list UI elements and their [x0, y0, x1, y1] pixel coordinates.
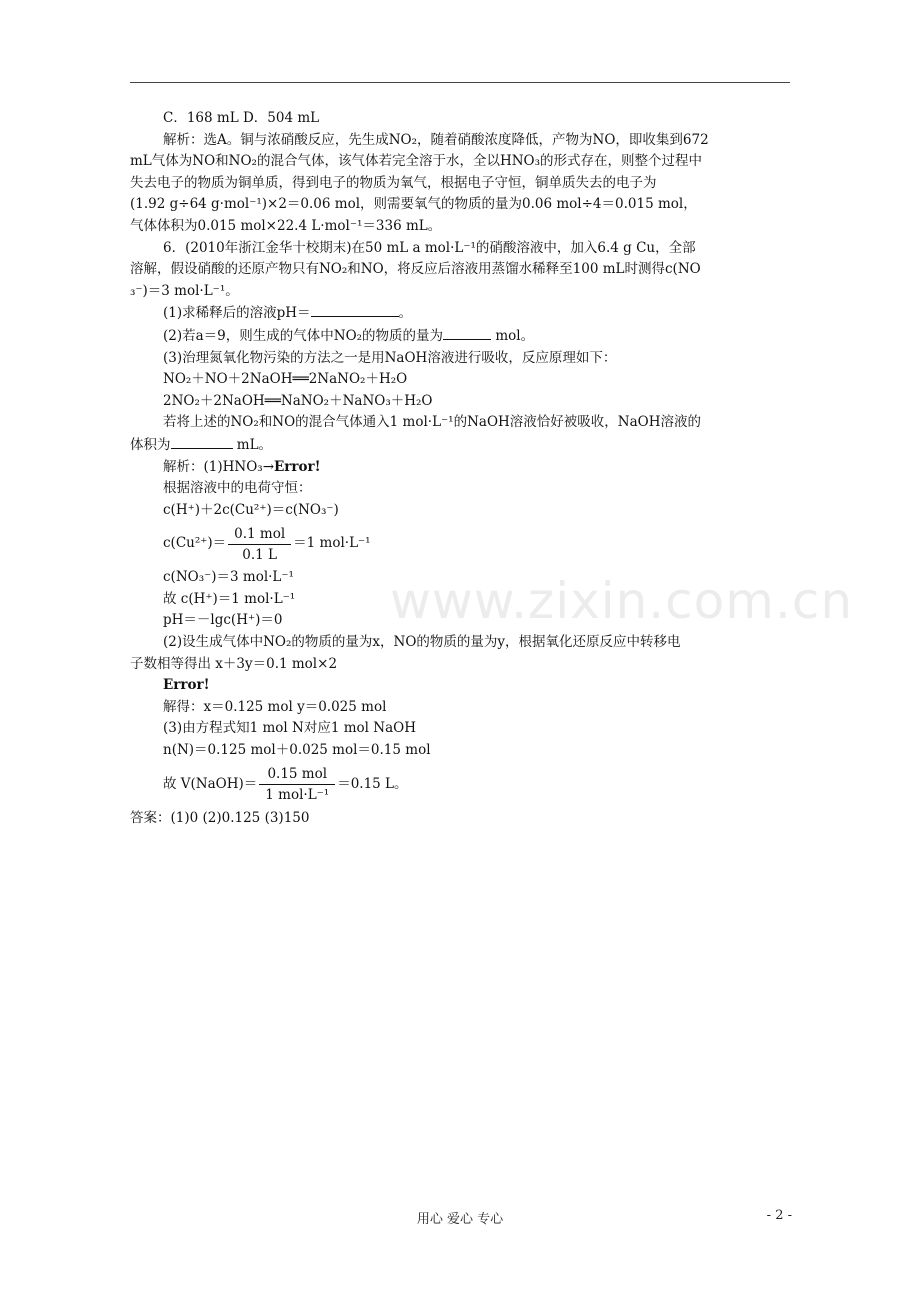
fraction-equation-2 — [130, 762, 795, 808]
fraction — [259, 764, 335, 805]
answer-blank — [171, 434, 233, 449]
solution-line: pH＝－lgc(H⁺)＝0 — [163, 612, 283, 629]
option-line: C．168 mL D．504 mL — [163, 110, 320, 126]
solution-line: 根据溶液中的电荷守恒： — [163, 480, 312, 497]
fraction-numerator: 0.1 mol — [234, 525, 286, 542]
answer-line: 答案：(1)0 (2)0.125 (3)150 — [130, 809, 310, 826]
error-text: Error! — [163, 677, 210, 694]
answer-blank — [443, 325, 491, 340]
solution-line: (3)由方程式知1 mol N对应1 mol NaOH — [163, 720, 416, 737]
solution-text: 解析：(1)HNO₃→ — [163, 458, 274, 475]
solution-line: c(H⁺)＋2c(Cu²⁺)＝c(NO₃⁻) — [163, 501, 339, 518]
equation-2: 2NO₂＋2NaOH══NaNO₂＋NaNO₃＋H₂O — [163, 392, 433, 409]
question-line: 若将上述的NO₂和NO的混合气体通入1 mol·L⁻¹的NaOH溶液恰好被吸收，NaOH溶液的 — [163, 414, 701, 431]
footer-slogan: 用心 爱心 专心 — [416, 1212, 504, 1227]
fraction — [228, 524, 291, 565]
subquestion-2-tail: mol。 — [491, 327, 535, 344]
subquestion-1-tail: 。 — [398, 305, 413, 322]
fraction-denominator: 1 mol·L⁻¹ — [265, 787, 330, 804]
subquestion-1-text: (1)求稀释后的溶液pH＝ — [163, 305, 311, 322]
header-rule — [130, 82, 790, 83]
volume-tail: mL。 — [232, 436, 273, 453]
watermark: www.zixin.com.cn — [390, 572, 854, 630]
answer-blank — [311, 302, 399, 317]
solution-line: c(NO₃⁻)＝3 mol·L⁻¹ — [163, 569, 294, 586]
fraction-right: ＝0.15 L。 — [337, 775, 408, 792]
solution-line: 解得：x＝0.125 mol y＝0.025 mol — [163, 698, 387, 715]
subquestion-2-text: (2)若a＝9，则生成的气体中NO₂的物质的量为 — [163, 327, 444, 344]
analysis-line: (1.92 g÷64 g·mol⁻¹)×2＝0.06 mol，则需要氧气的物质的量为0.06 mol÷4＝0.015 mol， — [130, 196, 697, 213]
solution-line — [130, 457, 795, 479]
subquestion-3-volume — [130, 434, 795, 457]
subquestion-3: (3)治理氮氧化物污染的方法之一是用NaOH溶液进行吸收，反应原理如下： — [163, 349, 617, 366]
solution-line: (2)设生成气体中NO₂的物质的量为x，NO的物质的量为y，根据氧化还原反应中转移电 — [163, 634, 681, 651]
solution-line: 故 c(H⁺)＝1 mol·L⁻¹ — [163, 590, 296, 607]
equation-1: NO₂＋NO＋2NaOH══2NaNO₂＋H₂O — [163, 371, 408, 388]
fraction-denominator: 0.1 L — [242, 546, 278, 563]
fraction-left: 故 V(NaOH)＝ — [163, 775, 258, 792]
document-body — [130, 108, 795, 829]
subquestion-2 — [130, 325, 795, 348]
error-text: Error! — [274, 458, 321, 475]
fraction-right: ＝1 mol·L⁻¹ — [293, 535, 371, 552]
fraction-equation-1 — [130, 521, 795, 567]
question-line: ₃⁻)＝3 mol·L⁻¹。 — [130, 282, 239, 299]
analysis-line: 失去电子的物质为铜单质，得到电子的物质为氧气，根据电子守恒，铜单质失去的电子为 — [130, 174, 657, 191]
question-line: 6．(2010年浙江金华十校期末)在50 mL a mol·L⁻¹的硝酸溶液中，加入6.4 g Cu，全部 — [163, 239, 696, 256]
subquestion-1 — [130, 302, 795, 325]
question-line: 溶解，假设硝酸的还原产物只有NO₂和NO，将反应后溶液用蒸馏水稀释至100 mL时测得c(NO — [130, 261, 701, 278]
solution-line: 子数相等得出 x＋3y＝0.1 mol×2 — [130, 655, 338, 672]
page-number: - 2 - — [766, 1208, 792, 1223]
analysis-line: 解析：选A。铜与浓硝酸反应，先生成NO₂，随着硝酸浓度降低，产物为NO，即收集到672 — [163, 131, 709, 148]
volume-text: 体积为 — [130, 436, 171, 453]
solution-line: n(N)＝0.125 mol＋0.025 mol＝0.15 mol — [163, 742, 431, 759]
analysis-line: mL气体为NO和NO₂的混合气体，该气体若完全溶于水，全以HNO₃的形式存在，则整个过程中 — [130, 153, 703, 170]
fraction-left: c(Cu²⁺)＝ — [163, 535, 227, 552]
fraction-numerator: 0.15 mol — [267, 766, 328, 783]
analysis-line: 气体体积为0.015 mol×22.4 L·mol⁻¹＝336 mL。 — [130, 217, 442, 234]
